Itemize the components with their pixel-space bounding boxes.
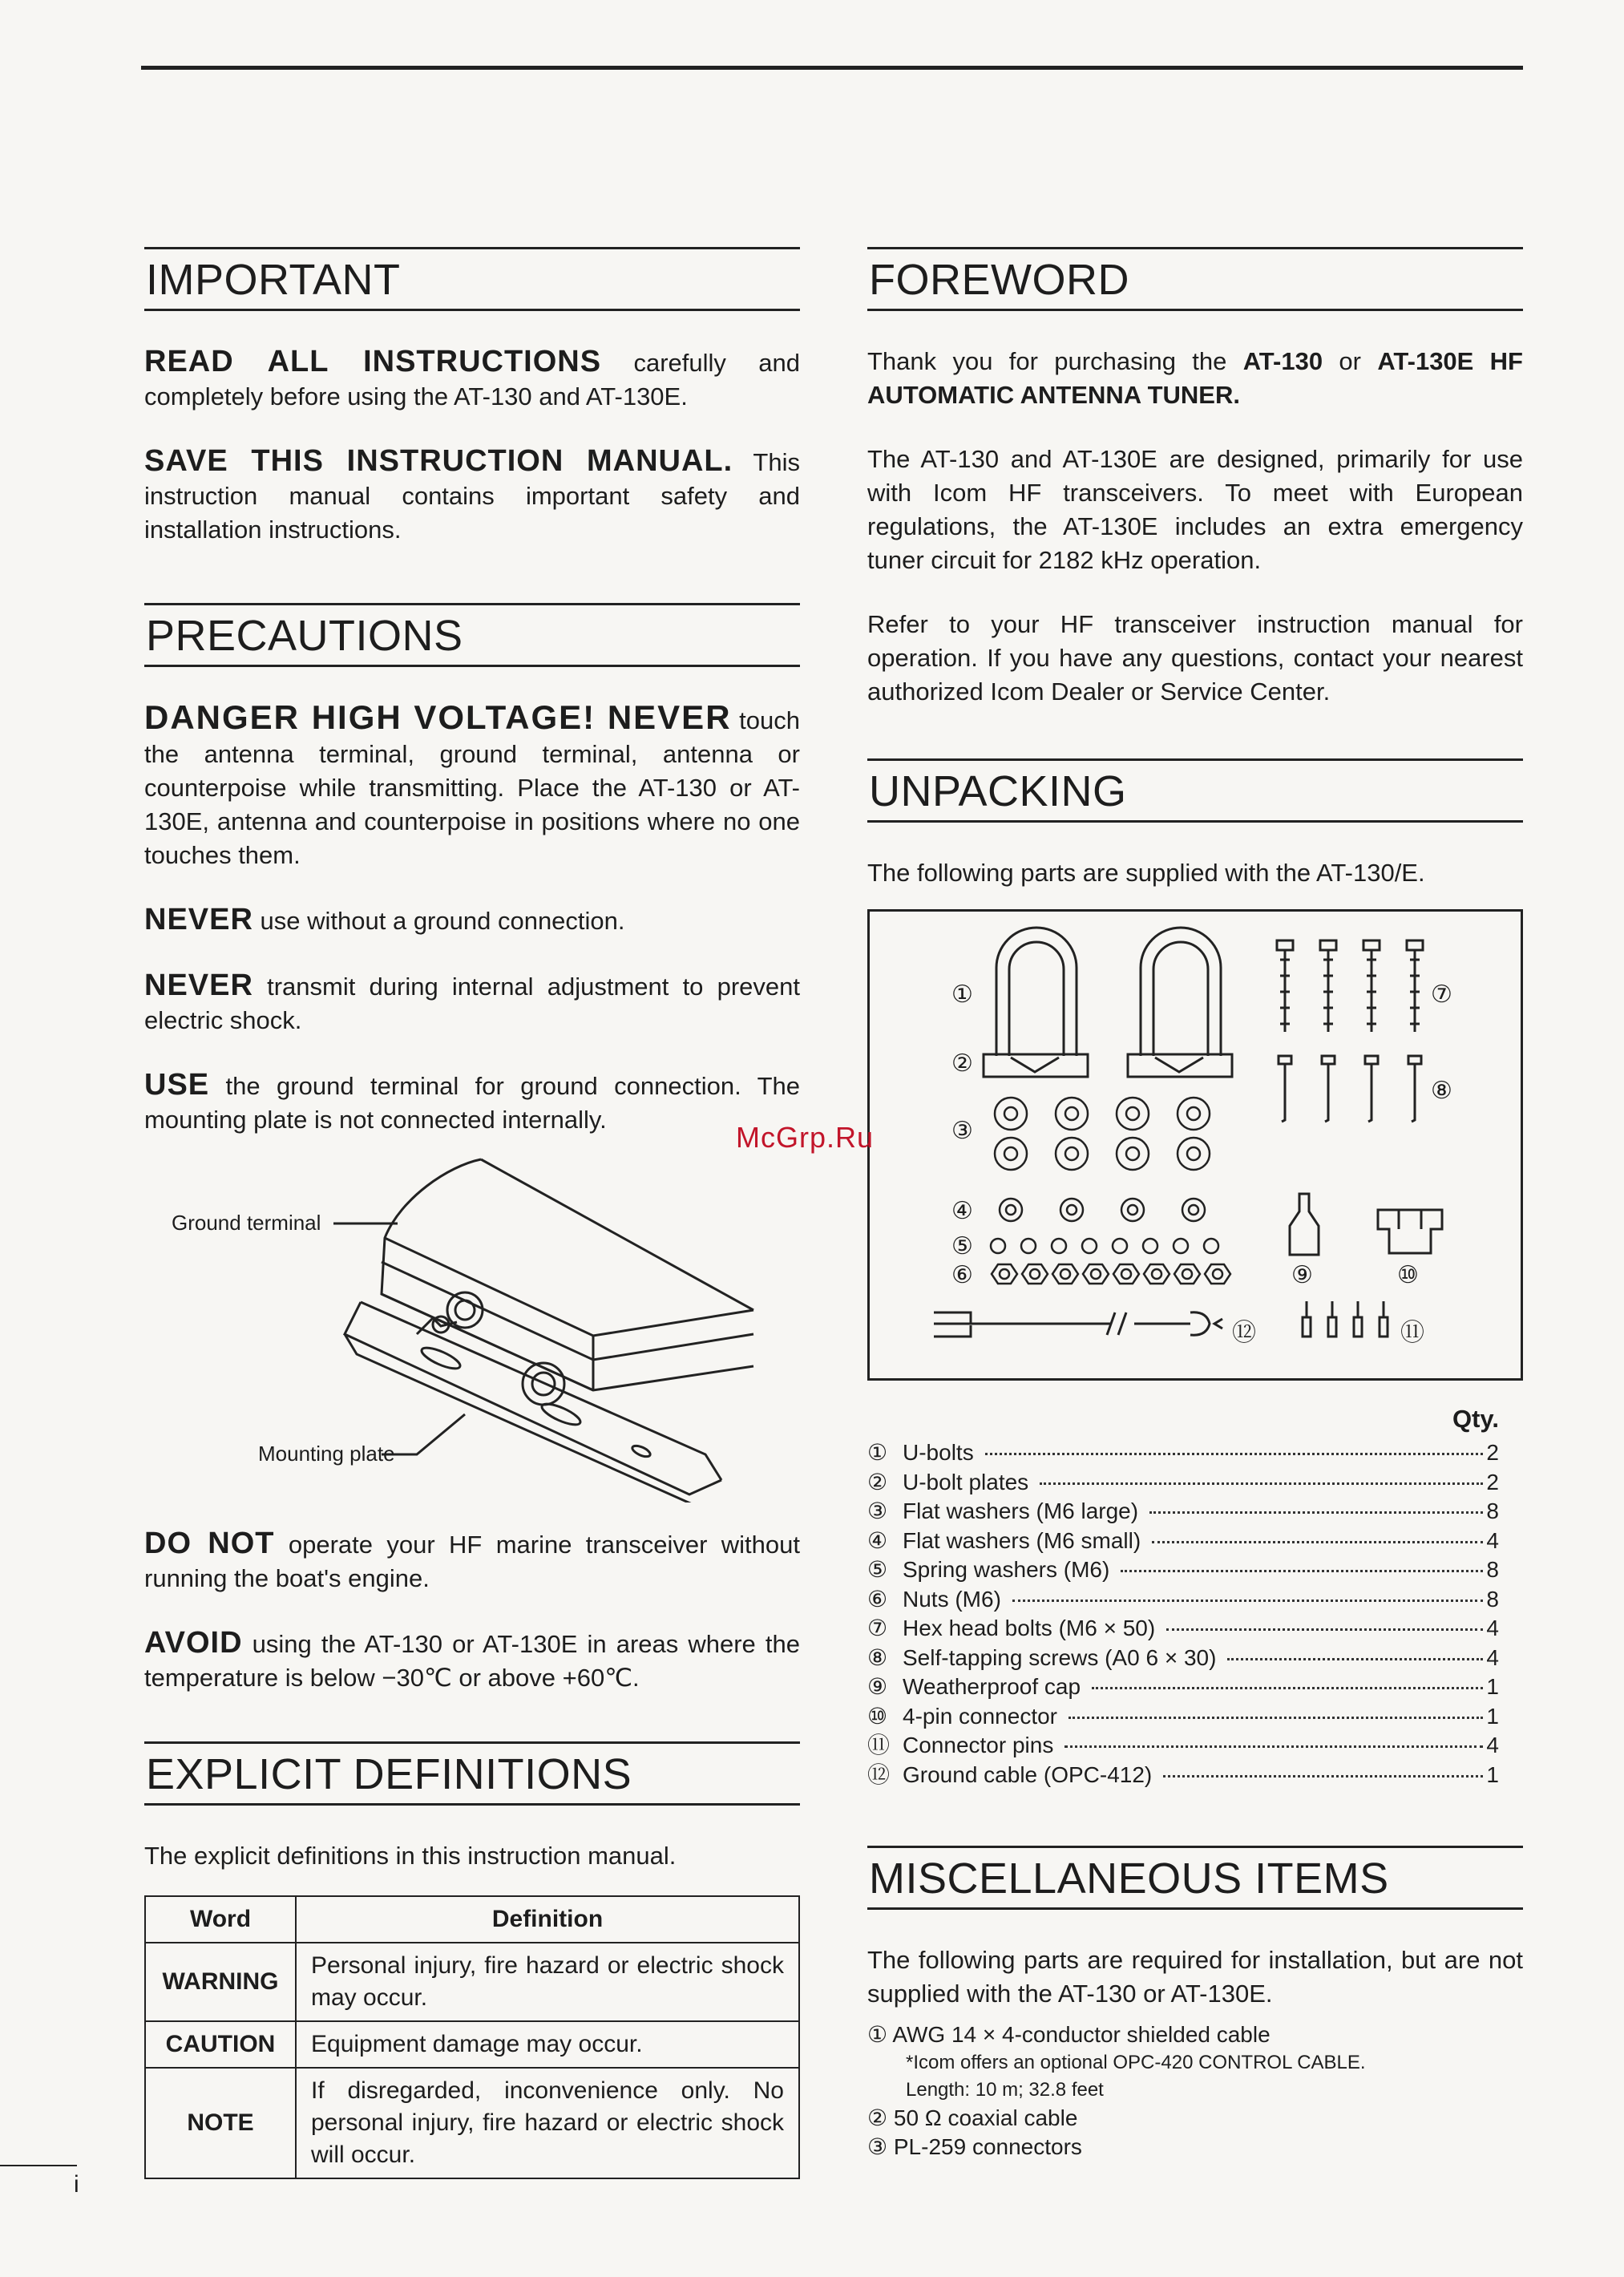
list-item: ① AWG 14 × 4-conductor shielded cable (867, 2022, 1271, 2047)
foreword-refer: Refer to your HF transceiver instruction manual for operation. If you have any questions, contact your nearest authorized Icom Dealer or Service Center. (867, 610, 1523, 706)
part-marker-12: ⑫ (1232, 1320, 1256, 1346)
part-marker-3: ③ (951, 1118, 973, 1144)
bottom-rule (0, 2165, 77, 2166)
important-read-all: READ ALL INSTRUCTIONS carefully and completely before using the AT-130 and AT-130E. (144, 345, 800, 411)
precautions-heading (144, 603, 800, 667)
definitions-table (144, 1895, 800, 2179)
list-item: ⑪ Connector pins 4 (867, 1733, 1499, 1757)
foreword-thanks: Thank you for purchasing the AT-130 or AT-130E HF AUTOMATIC ANTENNA TUNER. (867, 347, 1523, 409)
list-item: ⑥ Nuts (M6) 8 (867, 1586, 1499, 1612)
table-row (145, 1943, 799, 2021)
part-marker-1: ① (951, 981, 973, 1008)
list-item: ⑧ Self-tapping screws (A0 6 × 30) 4 (867, 1644, 1499, 1670)
part-marker-6: ⑥ (951, 1262, 973, 1288)
part-marker-2: ② (951, 1050, 973, 1077)
definition-cell: Equipment damage may occur. (296, 2021, 799, 2068)
list-item: ② U-bolt plates 2 (867, 1469, 1499, 1494)
list-item: ④ Flat washers (M6 small) 4 (867, 1527, 1499, 1553)
misc-list (867, 2020, 1523, 2162)
explicit-intro: The explicit definitions in this instruction manual. (144, 1842, 677, 1870)
precaution-danger: DANGER HIGH VOLTAGE! NEVER touch the antenna terminal, ground terminal, antenna or counterpoise while transmitting. Place the AT-130 or AT-130E, antenna and counterpoise in positions where no one touches them. (144, 698, 800, 869)
foreword-heading (867, 247, 1523, 311)
precaution-never-transmit: NEVER transmit during internal adjustment to prevent electric shock. (144, 969, 800, 1034)
ground-terminal-label: Ground terminal (172, 1211, 321, 1235)
part-marker-7: ⑦ (1431, 981, 1452, 1008)
definition-cell: Personal injury, fire hazard or electric shock may occur. (296, 1943, 799, 2021)
unpacking-title: UNPACKING (869, 767, 1127, 815)
explicit-title: EXPLICIT DEFINITIONS (146, 1750, 632, 1798)
table-row (145, 2068, 799, 2178)
list-item: ⑦ Hex head bolts (M6 × 50) 4 (867, 1616, 1499, 1640)
misc-intro: The following parts are required for installation, but are not supplied with the AT-130 or AT-130E. (867, 1946, 1523, 2008)
list-item: ⑤ Spring washers (M6) 8 (867, 1557, 1499, 1582)
definition-column-header: Definition (296, 1896, 799, 1943)
misc-heading (867, 1846, 1523, 1910)
word-column-header: Word (145, 1896, 296, 1943)
list-item: ① U-bolts 2 (867, 1440, 1499, 1465)
foreword-title: FOREWORD (869, 256, 1129, 304)
misc-note: Length: 10 m; 32.8 feet (906, 2079, 1104, 2101)
precaution-do-not: DO NOT operate your HF marine transceiver without running the boat's engine. (144, 1527, 800, 1592)
part-marker-9: ⑨ (1291, 1262, 1313, 1288)
precaution-use-ground: USE the ground terminal for ground connection. The mounting plate is not connected internally. (144, 1068, 800, 1134)
important-heading (144, 247, 800, 311)
list-item: ⑨ Weatherproof cap 1 (867, 1674, 1499, 1699)
watermark: McGrp.Ru (736, 1121, 875, 1154)
right-column (867, 247, 1523, 2162)
left-column (144, 247, 800, 2179)
word-cell: NOTE (145, 2068, 296, 2178)
precaution-avoid: AVOID using the AT-130 or AT-130E in areas where the temperature is below −30℃ or above +60℃. (144, 1626, 800, 1692)
parts-list (867, 1438, 1499, 1790)
foreword-design: The AT-130 and AT-130E are designed, primarily for use with Icom HF transceivers. To meet with European regulations, the AT-130E includes an extra emergency tuner circuit for 2182 kHz operation. (867, 445, 1523, 574)
list-item: ⑩ 4-pin connector 1 (867, 1703, 1499, 1729)
parts-illustration (867, 909, 1523, 1381)
mounting-plate-label: Mounting plate (258, 1442, 395, 1466)
definitions-header-row (145, 1896, 799, 1943)
part-marker-4: ④ (951, 1198, 973, 1224)
word-cell: CAUTION (145, 2021, 296, 2068)
part-marker-11: ⑪ (1400, 1320, 1424, 1346)
tuner-drawing (144, 1150, 800, 1502)
unpacking-heading (867, 758, 1523, 823)
list-item: ② 50 Ω coaxial cable (867, 2105, 1078, 2130)
precautions-title: PRECAUTIONS (146, 612, 463, 660)
unpacking-intro: The following parts are supplied with the AT-130/E. (867, 859, 1425, 887)
important-save-manual: SAVE THIS INSTRUCTION MANUAL. This instruction manual contains important safety and installation instructions. (144, 444, 800, 544)
qty-header: Qty. (1452, 1405, 1499, 1433)
important-title: IMPORTANT (146, 256, 401, 304)
precaution-never-ground: NEVER use without a ground connection. (144, 903, 625, 936)
list-item: ③ Flat washers (M6 large) 8 (867, 1498, 1499, 1523)
list-item: ③ PL-259 connectors (867, 2134, 1082, 2159)
page-number: i (74, 2171, 79, 2198)
part-marker-8: ⑧ (1431, 1078, 1452, 1104)
part-marker-5: ⑤ (951, 1233, 973, 1260)
explicit-heading (144, 1741, 800, 1806)
definition-cell: If disregarded, inconvenience only. No personal injury, fire hazard or electric shock will occur. (296, 2068, 799, 2178)
list-item: ⑫ Ground cable (OPC-412) 1 (867, 1761, 1499, 1787)
word-cell: WARNING (145, 1943, 296, 2021)
part-marker-10: ⑩ (1397, 1262, 1419, 1288)
tuner-illustration (144, 1150, 800, 1502)
misc-title: MISCELLANEOUS ITEMS (869, 1854, 1389, 1903)
misc-note: *Icom offers an optional OPC-420 CONTROL CABLE. (906, 2052, 1366, 2073)
top-rule (141, 66, 1523, 70)
table-row (145, 2021, 799, 2068)
